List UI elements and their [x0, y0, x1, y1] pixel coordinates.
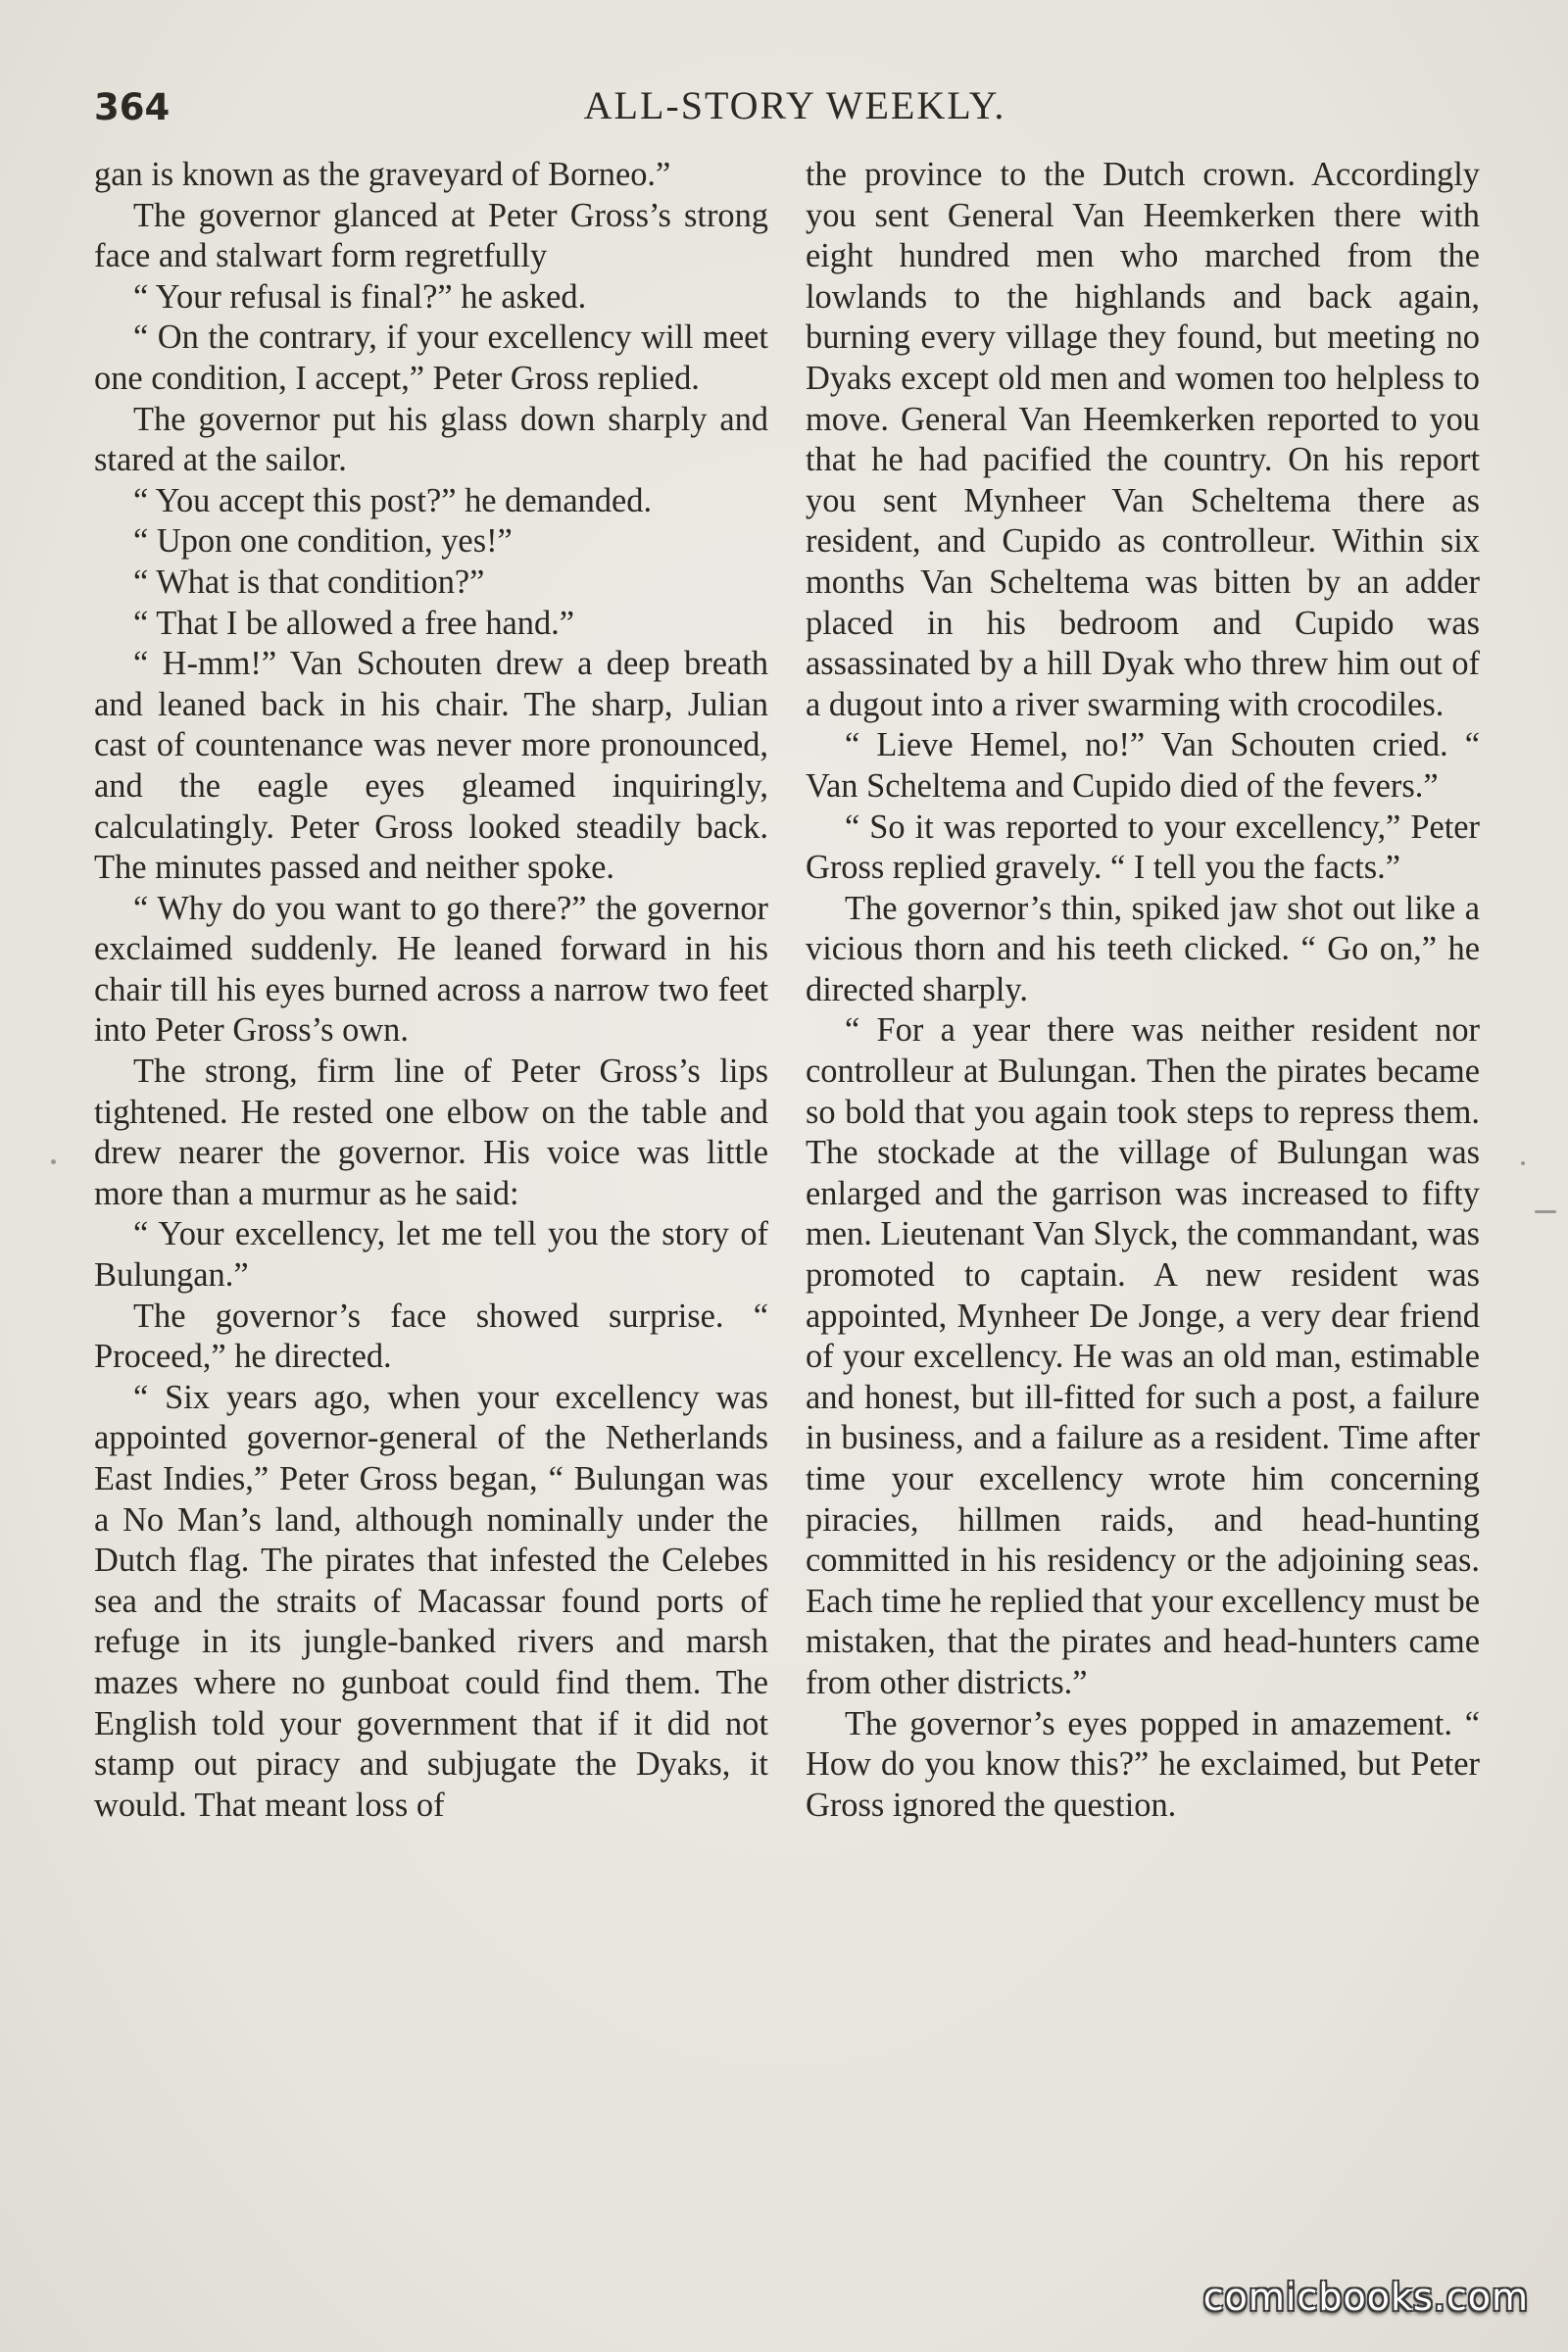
right-column	[806, 155, 1480, 1826]
paragraph: the province to the Dutch crown. Accordingly you sent General Van Heemkerken there with eight hundred men who marched from the lowlands to the highlands and back again, burning every village they found, but meeting no Dyaks except old men and women too helpless to move. General Van Heemkerken reported to you that he had pacified the country. On his report you sent Mynheer Van Scheltema there as resident, and Cupido as controlleur. Within six months Van Scheltema was bitten by an adder placed in his bedroom and Cupido was assassinated by a hill Dyak who threw him out of a dugout into a river swarming with crocodiles.	[806, 156, 1480, 723]
left-column	[94, 155, 768, 1826]
paragraph: “ For a year there was neither resident nor controlleur at Bulungan. Then the pirates became so bold that you again took steps to repress them. The stockade at the village of Bulungan was enlarged and the garrison was increased to fifty men. Lieutenant Van Slyck, the commandant, was promoted to captain. A new resident was appointed, Mynheer De Jonge, a very dear friend of your excellency. He was an old man, estimable and honest, but ill-fitted for such a post, a failure in business, and a failure as a resident. Time after time your excellency wrote him concerning piracies, hillmen raids, and head-hunting committed in his residency or the adjoining seas. Each time he replied that your excellency must be mistaken, that the pirates and head-hunters came from other districts.”	[806, 1011, 1480, 1701]
paragraph: “ That I be allowed a free hand.”	[133, 604, 575, 642]
paragraph: “ H-mm!” Van Schouten drew a deep breath and leaned back in his chair. The sharp, Julian cast of countenance was never more pronounced, and the eagle eyes gleamed inquiringly, calculatingly. Peter Gross looked steadily back. The minutes passed and neither spoke.	[94, 645, 768, 887]
paragraph: “ So it was reported to your excellency,” Peter Gross replied gravely. “ I tell you the facts.”	[806, 808, 1480, 887]
paragraph: The governor’s eyes popped in amazement. “ How do you know this?” he exclaimed, but Peter Gross ignored the question.	[806, 1704, 1480, 1824]
paragraph: “ You accept this post?” he demanded.	[133, 481, 653, 519]
print-speck	[51, 1159, 56, 1164]
paragraph: gan is known as the graveyard of Borneo.”	[94, 156, 671, 193]
print-speck	[1521, 1161, 1525, 1165]
paragraph: “ What is that condition?”	[133, 563, 485, 601]
paragraph: “ Why do you want to go there?” the governor exclaimed suddenly. He leaned forward in his chair till his eyes burned across a narrow two feet into Peter Gross’s own.	[94, 889, 768, 1050]
paragraph: The governor’s thin, spiked jaw shot out like a vicious thorn and his teeth clicked. “ Go on,” he directed sharply.	[806, 889, 1480, 1008]
print-speck	[1535, 1210, 1556, 1213]
paragraph: “ Upon one condition, yes!”	[133, 522, 513, 561]
paragraph: The governor put his glass down sharply and stared at the sailor.	[94, 400, 768, 479]
paragraph: The governor’s face showed surprise. “ Proceed,” he directed.	[94, 1297, 768, 1376]
paragraph: “ On the contrary, if your excellency will meet one condition, I accept,” Peter Gross replied.	[94, 318, 768, 397]
paragraph: “ Lieve Hemel, no!” Van Schouten cried. “ Van Scheltema and Cupido died of the fevers.”	[806, 726, 1480, 805]
paragraph: “ Six years ago, when your excellency was appointed governor-general of the Netherlands East Indies,” Peter Gross began, “ Bulungan was a No Man’s land, although nominally under the Dutch flag. The pirates that infested the Celebes sea and the straits of Macassar found ports of refuge in its jungle-banked rivers and marsh mazes where no gunboat could find them. The English told your government that if it did not stamp out piracy and subjugate the Dyaks, it would. That meant loss of	[94, 1378, 768, 1824]
paragraph: The strong, firm line of Peter Gross’s lips tightened. He rested one elbow on the table and drew nearer the governor. His voice was little more than a murmur as he said:	[94, 1053, 768, 1212]
watermark-logo: comicbooks.com	[1202, 2276, 1529, 2319]
paragraph: The governor glanced at Peter Gross’s strong face and stalwart form regretfully	[94, 196, 768, 275]
page-number: 364	[94, 86, 171, 128]
page-header	[94, 82, 1495, 141]
paragraph: “ Your refusal is final?” he asked.	[133, 277, 587, 316]
paragraph: “ Your excellency, let me tell you the story of Bulungan.”	[94, 1215, 768, 1295]
running-head: ALL-STORY WEEKLY.	[583, 83, 1006, 127]
